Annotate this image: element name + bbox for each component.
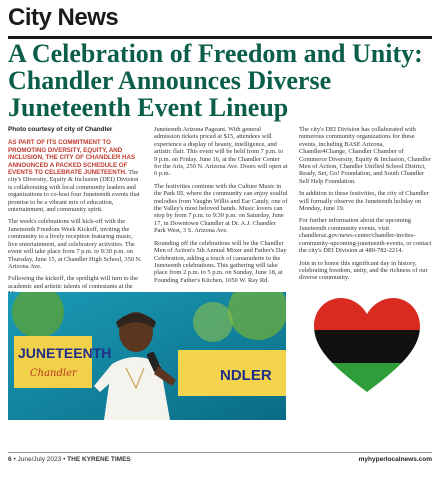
page-footer [8, 456, 131, 463]
footer-separator: • [13, 456, 18, 463]
heart-flag-graphic [312, 296, 422, 396]
banner-text-left: JUNETEENTH [18, 345, 112, 361]
publication-name: THE KYRENE TIMES [67, 456, 131, 463]
paragraph: Following the kickoff, the spotlight will turn to the academic and artistic talents of contestants at the [8, 275, 138, 290]
singer-photo-illustration [8, 292, 286, 420]
paragraph: The city's DEI Division has collaborated with numerous community organizations for these events, including BASE Arizona, Chandler4Change, Chandler Chamber of Commerce Diversity, Equity & Inclusion, Chandler Men of Action, Chandler Unified School District, Ready, Set, Go! Foundation, and South Chandler Self Help Foundation. [299, 126, 431, 185]
article-column-1 [8, 126, 142, 303]
paragraph: In addition to these festivities, the city of Chandler will formally observe the Juneteenth holiday on Monday, June 19. [299, 190, 429, 213]
page-number: 6 [8, 456, 12, 463]
lede: AS PART OF ITS COMMITMENT TO PROMOTING DIVERSITY, EQUITY, AND INCLUSION, THE CITY OF CHANDLER HAS ANNOUNCED A PACKED SCHEDULE OF EVENTS TO CELEBRATE JUNETEENTH. [8, 139, 136, 177]
paragraph: Juneteenth Arizona Pageant. With general admission tickets priced at $15, attendees will experience a display of beauty, intelligence, and artistic flair. This event will be held from 7 p.m. to 9 p.m. on Friday, June 16, at the Chandler Center for the Arts, 250 N. Arizona Ave. Doors will open at 6 p.m. [154, 126, 288, 178]
section-title: City News [8, 4, 119, 31]
event-photo [8, 292, 286, 420]
article-column-3 [299, 126, 433, 287]
paragraph [8, 139, 142, 213]
footer-rule [8, 452, 432, 453]
lede-continuation: The city's Diversity, Equity & Inclusion (DEI) Division is collaborating with local community leaders and organizations to co-host four Juneteenth events that promise to be a vibrant mix of education, entertainment, and community spirit. [8, 169, 140, 214]
paragraph: The week's celebrations will kick-off with the Juneteenth Freedom Week Kickoff, inviting the community to a lively reception featuring music, live entertainment, and celebratory activities. The event will take place from 7 p.m. to 9:30 p.m. on Thursday, June 15, at Chandler High School, 350 N. Arizona Ave. [8, 218, 142, 270]
banner-text-right: NDLER [220, 367, 272, 384]
photo-credit: Photo courtesy of city of Chandler [8, 126, 113, 133]
website-link[interactable]: myhyperlocalnews.com [358, 456, 432, 463]
paragraph: Rounding off the celebrations will be the Chandler Men of Action's 5th Annual Mixer and Father's Day Celebration, adding a touch of camaraderie to the Juneteenth celebrations. This gathering will take place from 2 p.m. to 5 p.m. on Sunday, June 18, at Founding Father's Kitchen, 1050 W. Ray Rd. [154, 239, 287, 284]
banner-subtext: Chandler [30, 368, 77, 379]
headline: A Celebration of Freedom and Unity: Chandler Announces Diverse Juneteenth Event Lineup [8, 39, 423, 122]
paragraph: The festivities continue with the Culture Music in the Park III, where the community can enjoy soulful melodies from Vaughn Willis and Ear Candy, one of the Valley's most beloved bands. Music lovers can stop by from 7 p.m. to 9:30 p.m. on Saturday, June 17, in Downtown Chandler at Dr. A.J. Chandler Park West, 3 S. Arizona Ave. [154, 182, 288, 235]
paragraph: For further information about the upcoming Juneteenth community events, visit chandleraz.gov/news-center/chandler-invites-community-upcoming-juneteenth-events, or contact the city's DEI Division at 480-782-2214. [299, 217, 432, 255]
footer-separator: • [63, 456, 68, 463]
paragraph: Join in to honor this significant day in history, celebrating freedom, unity, and the richness of our diverse community. [299, 259, 428, 282]
issue-date: June/July 2023 [17, 456, 62, 463]
article-column-2 [154, 126, 288, 289]
